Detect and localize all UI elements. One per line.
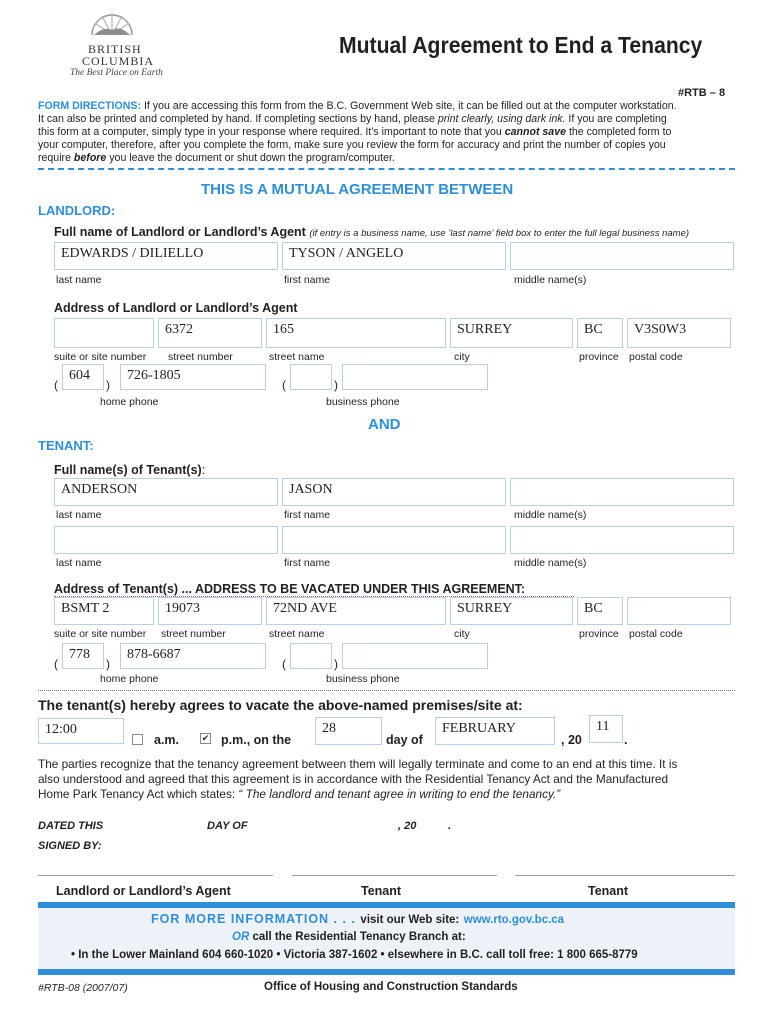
caption-postal-code: postal code [629,351,683,363]
pm-label: p.m., on the [221,733,292,747]
tenant-postal-code-field[interactable] [627,597,731,625]
form-directions [38,100,738,165]
year-prefix-label: , 20 [561,733,582,747]
form-id: #RTB-08 (2007/07) [38,982,128,994]
call-line [232,931,466,943]
landlord-home-area-code-field[interactable]: 604 [62,364,104,390]
tenant-home-phone-field[interactable]: 878-6687 [120,643,266,669]
landlord-name-label-text: Full name of Landlord or Landlord’s Agent [54,225,306,239]
dated-this-label: DATED THIS [38,820,104,832]
landlord-business-phone-field[interactable] [342,364,488,390]
directions-line1: If you are accessing this form from the B.C. Government Web site, it can be filled out at the computer workstation. [143,100,677,112]
close-paren: ) [106,657,110,671]
tenant-street-name-field[interactable]: 72ND AVE [266,597,446,625]
vacate-year-field[interactable]: 11 [589,715,623,743]
am-checkbox[interactable] [132,734,143,745]
vacate-month-field[interactable]: FEBRUARY [435,717,555,745]
day-of-sign-label: DAY OF [207,820,248,832]
tenant-street-number-field[interactable]: 19073 [158,597,262,625]
legal-line1: The parties recognize that the tenancy agreement between them will legally terminate and come to an end at this time. It is [38,757,678,771]
vacate-day-field[interactable]: 28 [315,717,382,745]
more-info-line [151,912,564,926]
caption-street-name: street name [269,628,325,640]
directions-line5b: you leave the document or shut down the program/computer. [106,152,395,164]
signed-by-label: SIGNED BY: [38,840,102,852]
year-suffix-label: . [624,733,628,747]
sign-period: . [448,820,452,832]
day-of-label: day of [386,733,423,747]
landlord-last-name-field[interactable]: EDWARDS / DILIELLO [54,242,278,270]
landlord-name-label [54,225,689,239]
footer-bottom-bar [38,969,735,975]
vacate-time-field[interactable]: 12:00 [38,718,124,744]
caption-street-number: street number [161,628,226,640]
sign-year-prefix: , 20 [398,820,417,832]
caption-city: city [454,351,470,363]
legal-line3a: Home Park Tenancy Act which states: [38,787,239,801]
logo-line1: BRITISH [88,42,142,56]
tenant1-signature-line[interactable] [292,875,497,876]
directions-line4: your computer, therefore, after you complete the form, make sure you review the form for accuracy and print the number of copies you [38,139,666,151]
tenant-address-label: Address of Tenant(s) ... ADDRESS TO BE VACATED UNDER THIS AGREEMENT: [54,582,526,596]
caption-first-name: first name [284,274,331,286]
check-icon: ✔ [201,733,210,743]
directions-line2-em: print clearly, using dark ink. [437,113,566,125]
close-paren: ) [106,378,110,392]
legal-paragraph [38,757,743,802]
tenant-province-field[interactable]: BC [577,597,623,625]
tenant-city-field[interactable]: SURREY [450,597,573,625]
caption-first-name: first name [284,557,331,569]
logo-line2: COLUMBIA [82,54,155,68]
caption-business-phone: business phone [326,396,400,408]
form-number: #RTB – 8 [678,87,726,99]
tenant-section-label: TENANT: [38,438,94,453]
caption-street-number: street number [168,351,233,363]
directions-line2b: If you are completing [565,113,667,125]
caption-last-name: last name [56,557,102,569]
tenant1-middle-name-field[interactable] [510,478,734,506]
caption-first-name: first name [284,509,331,521]
tenant2-middle-name-field[interactable] [510,526,734,554]
directions-line5a: require [38,152,74,164]
legal-line2: also understood and agreed that this agreement is in accordance with the Residential Tenancy Act and the Manufactured [38,772,669,786]
logo-tagline: The Best Place on Earth [70,68,163,78]
tenant1-first-name-field[interactable]: JASON [282,478,506,506]
tenant-names-label: Full name(s) of Tenant(s): [54,463,206,477]
tenant2-signature-line[interactable] [515,875,735,876]
call-label: call the Residential Tenancy Branch at: [252,931,466,943]
agreement-heading: THIS IS A MUTUAL AGREEMENT BETWEEN [201,181,514,198]
landlord-signature-line[interactable] [38,875,273,876]
open-paren: ( [54,657,58,671]
directions-line3b: the completed form to [566,126,672,138]
landlord-home-phone-field[interactable]: 726-1805 [120,364,266,390]
caption-city: city [454,628,470,640]
landlord-section-label: LANDLORD: [38,203,116,218]
visit-label: visit our Web site: [360,914,460,926]
tenant-business-phone-field[interactable] [342,643,488,669]
close-paren: ) [334,378,338,392]
close-paren: ) [334,657,338,671]
office-name: Office of Housing and Construction Standards [264,981,518,993]
caption-middle-name: middle name(s) [514,557,587,569]
caption-last-name: last name [56,274,102,286]
or-label: OR [232,931,250,943]
caption-middle-name: middle name(s) [514,274,587,286]
landlord-name-note: (if entry is a business name, use ’last name’ field box to enter the full legal business name) [309,228,690,239]
tenant1-last-name-field[interactable]: ANDERSON [54,478,278,506]
bc-logo [60,6,164,76]
landlord-street-name-field[interactable]: 165 [266,318,446,348]
caption-last-name: last name [56,509,102,521]
caption-home-phone: home phone [100,396,159,408]
tenant-home-area-code-field[interactable]: 778 [62,643,104,669]
landlord-address-label: Address of Landlord or Landlord’s Agent [54,301,298,315]
landlord-suite-field[interactable] [54,318,154,348]
pm-checkbox[interactable] [200,733,211,744]
tenant-suite-field[interactable]: BSMT 2 [54,597,154,625]
tenant-business-area-code-field[interactable] [290,643,332,669]
tenant2-signature-label: Tenant [588,884,629,898]
website-link[interactable]: www.rto.gov.bc.ca [463,914,565,926]
landlord-signature-label: Landlord or Landlord’s Agent [56,884,231,898]
caption-province: province [579,351,619,363]
landlord-postal-code-field[interactable]: V3S0W3 [627,318,731,348]
legal-quote: “ The landlord and tenant agree in writing to end the tenancy.” [238,787,561,801]
vacate-heading: The tenant(s) hereby agrees to vacate the above-named premises/site at: [38,697,523,713]
caption-middle-name: middle name(s) [514,509,587,521]
caption-home-phone: home phone [100,673,159,685]
directions-line2a: It can also be printed and completed by hand. If completing sections by hand, please [38,113,438,125]
sun-logo-icon [90,8,134,36]
and-label: AND [368,416,401,433]
more-info-label: FOR MORE INFORMATION . . . [151,912,356,926]
tenant-names-label-text: Full name(s) of Tenant(s) [54,463,202,477]
directions-line5-em: before [73,152,107,164]
page-title: Mutual Agreement to End a Tenancy [339,32,703,58]
landlord-street-number-field[interactable]: 6372 [158,318,262,348]
open-paren: ( [282,378,286,392]
caption-province: province [579,628,619,640]
caption-suite: suite or site number [54,628,147,640]
directions-label: FORM DIRECTIONS: [38,100,141,112]
tenant2-first-name-field[interactable] [282,526,506,554]
open-paren: ( [282,657,286,671]
phone-numbers: • In the Lower Mainland 604 660-1020 • Victoria 387-1602 • elsewhere in B.C. call toll free: 1 800 665-8779 [71,949,638,961]
open-paren: ( [54,378,58,392]
caption-suite: suite or site number [54,351,147,363]
directions-line3-em: cannot save [504,126,566,138]
caption-postal-code: postal code [629,628,683,640]
tenant1-signature-label: Tenant [361,884,402,898]
section-divider [38,168,735,170]
landlord-province-field[interactable]: BC [577,318,623,348]
am-label: a.m. [154,733,180,747]
caption-business-phone: business phone [326,673,400,685]
landlord-city-field[interactable]: SURREY [450,318,573,348]
caption-street-name: street name [269,351,325,363]
directions-line3a: this form at a computer, simply type in your response where required. It’s important to note that you [38,126,505,138]
landlord-first-name-field[interactable]: TYSON / ANGELO [282,242,506,270]
tenant2-last-name-field[interactable] [54,526,278,554]
landlord-business-area-code-field[interactable] [290,364,332,390]
section-divider-dotted [38,690,735,691]
landlord-middle-name-field[interactable] [510,242,734,270]
